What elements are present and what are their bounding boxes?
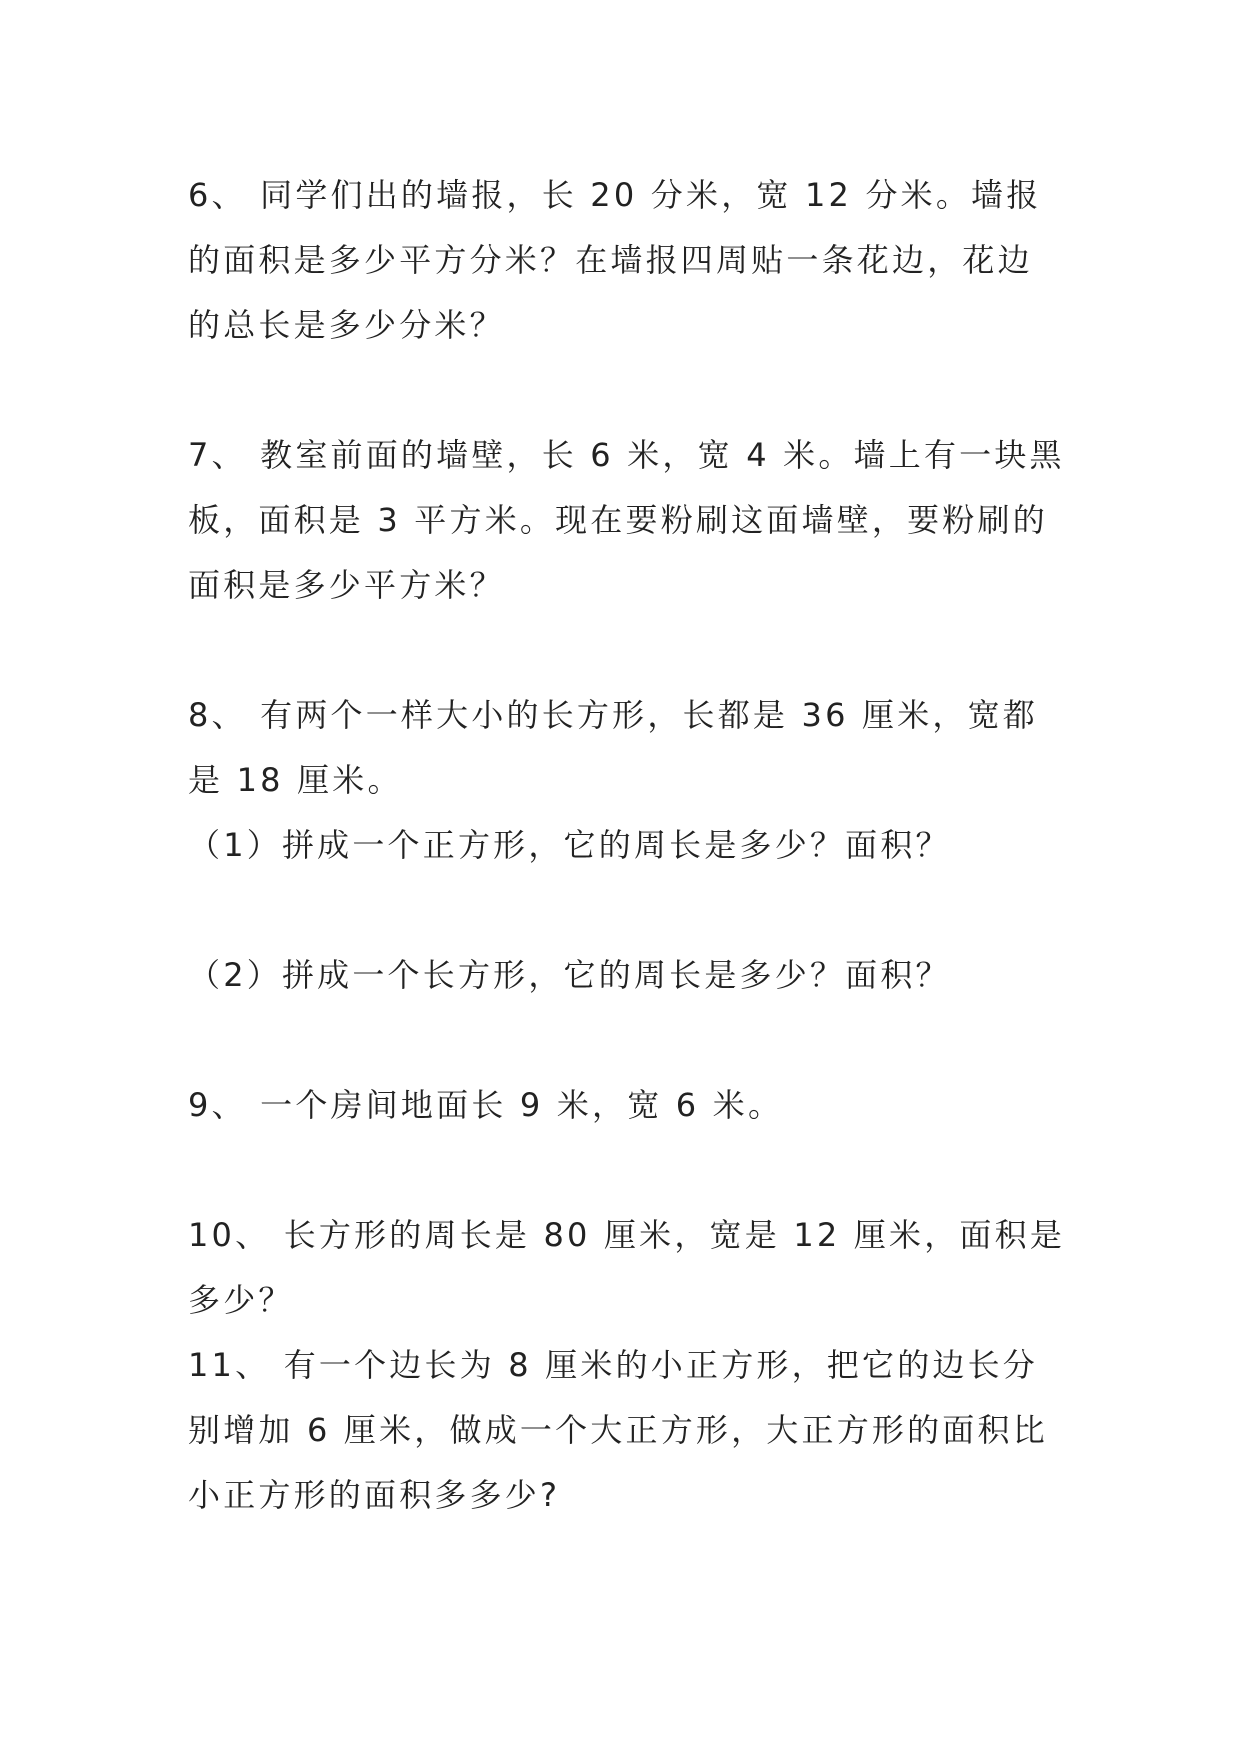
problem-9-line-1: 9、 一个房间地面长 9 米，宽 6 米。	[188, 1086, 784, 1124]
problem-11-line-3: 小正方形的面积多多少?	[188, 1476, 561, 1514]
problem-7-line-1: 7、 教室前面的墙壁，长 6 米，宽 4 米。墙上有一块黑	[188, 436, 1065, 474]
problem-6-line-1: 6、 同学们出的墙报，长 20 分米，宽 12 分米。墙报	[188, 176, 1042, 214]
problem-7-line-3: 面积是多少平方米？	[188, 566, 505, 604]
problem-6-line-2: 的面积是多少平方分米？在墙报四周贴一条花边，花边	[188, 241, 1033, 279]
problem-10-line-1: 10、 长方形的周长是 80 厘米，宽是 12 厘米，面积是	[188, 1216, 1066, 1254]
problem-11-line-2: 别增加 6 厘米，做成一个大正方形，大正方形的面积比	[188, 1411, 1048, 1449]
problem-11-line-1: 11、 有一个边长为 8 厘米的小正方形，把它的边长分	[188, 1346, 1038, 1384]
problem-8-subquestion-2: （2）拼成一个长方形，它的周长是多少？面积？	[188, 956, 951, 994]
problem-8-line-2: 是 18 厘米。	[188, 761, 403, 799]
problem-8-subquestion-1: （1）拼成一个正方形，它的周长是多少？面积？	[188, 826, 951, 864]
problem-8-line-1: 8、 有两个一样大小的长方形，长都是 36 厘米，宽都	[188, 696, 1038, 734]
problem-7-line-2: 板，面积是 3 平方米。现在要粉刷这面墙壁，要粉刷的	[188, 501, 1048, 539]
problem-10-line-2: 多少？	[188, 1281, 294, 1319]
problem-6-line-3: 的总长是多少分米？	[188, 306, 505, 344]
